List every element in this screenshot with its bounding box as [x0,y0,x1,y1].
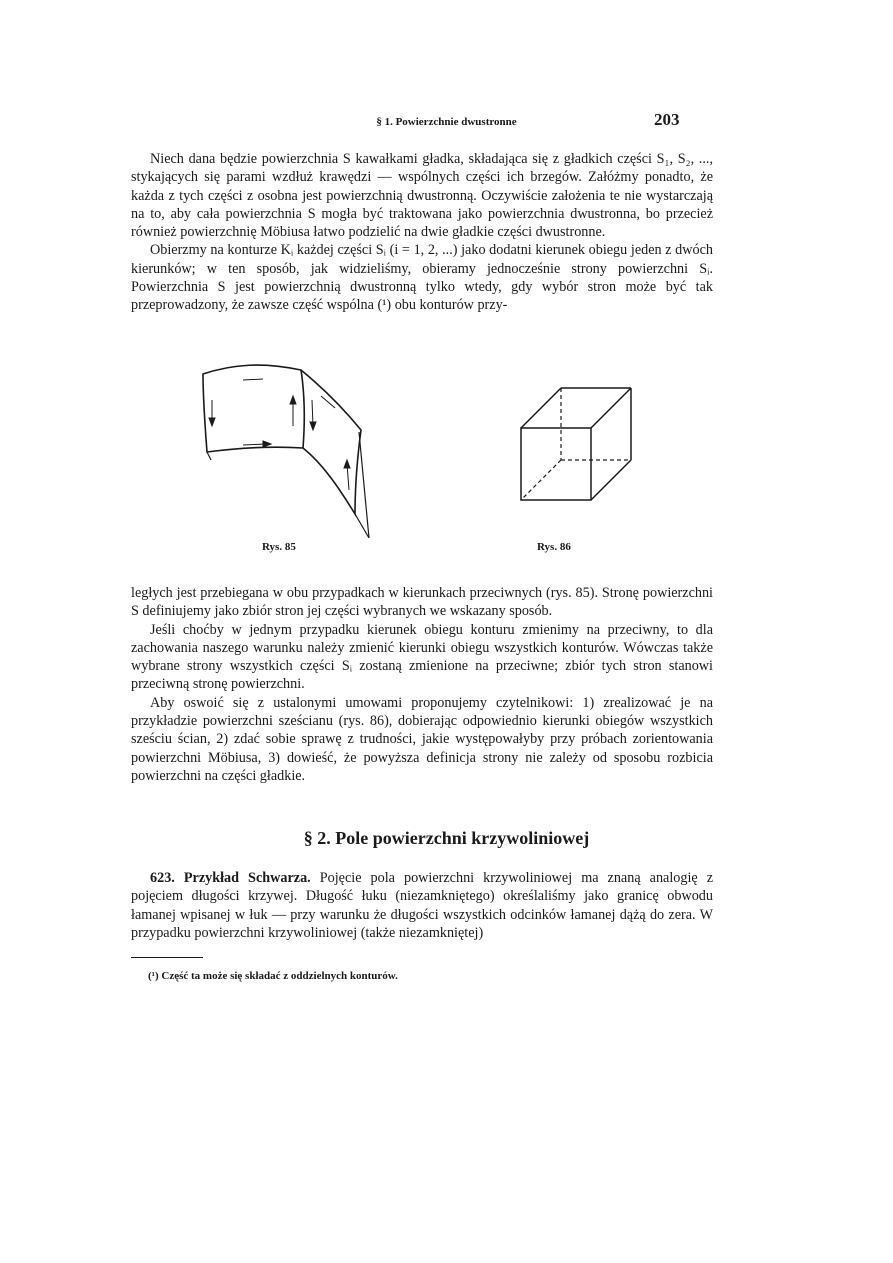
paragraph-heading: Przykład Schwarza. [183,870,311,886]
figure-86-cube [513,384,639,504]
text-block-top [131,150,713,315]
section-title: § 2. Pole powierzchni krzywoliniowej [303,828,590,848]
footnote-rule [131,957,203,958]
footnote: (¹) Część ta może się składać z oddzielnych konturów. [148,970,398,982]
text-block-middle [131,584,713,785]
paragraph: Jeśli choćby w jednym przypadku kierunek obiegu konturu zmienimy na przeciwny, to dla zachowania naszego warunku należy zmienić kierunki obiegu wszystkich konturów. Wówczas także wybrane strony wszystkich części Sᵢ zostaną zmienione na przeciwne; zbiór tych stron stanowi przeciwną stronę powierzchni. [131,621,713,693]
paragraph: Obierzmy na konturze Kᵢ każdej części Sᵢ (i = 1, 2, ...) jako dodatni kierunek obiegu jeden z dwóch kierunków; w ten sposób, jak widzieliśmy, obieramy jednocześnie strony powierzchni Sᵢ. Powierzchnia S jest powierzchnią dwustronną tylko wtedy, gdy wybór stron może być tak przeprowadzony, że zawsze część wspólna (¹) obu konturów przy- [131,242,713,314]
figure-85-caption: Rys. 85 [262,541,296,553]
paragraph-623 [131,869,713,942]
paragraph: Aby oswoić się z ustalonymi umowami proponujemy czytelnikowi: 1) zrealizować je na przykładzie powierzchni sześcianu (rys. 86), dobierając odpowiednio kierunki obiegów wszystkich sześciu ścian, 2) zdać sobie sprawę z trudności, jakie występowałyby przy próbach zorientowania powierzchni Möbiusa, 3) dowieść, że powyższa definicja strony nie zależy od sposobu rozbicia powierzchni na części gładkie. [131,694,713,784]
figure-85-two-surface-patches [193,360,383,540]
figure-86-caption: Rys. 86 [537,541,571,553]
paragraph: ległych jest przebiegana w obu przypadkach w kierunkach przeciwnych (rys. 85). Stronę powierzchni S definiujemy jako zbiór stron jej części wybranych we wskazany sposób. [131,585,713,620]
paragraph-number: 623. [150,870,175,886]
paragraph: Niech dana będzie powierzchnia S kawałkami gładka, składająca się z gładkich części S₁, S₂, ..., stykających się parami wzdłuż krawędzi — wspólnych części ich brzegów. Załóżmy ponadto, że każda z tych części z osobna jest powierzchnią dwustronną. Oczywiście założenia te nie wystarczają na to, aby cała powierzchnia S mogła być traktowana jako powierzchnia dwustronna, bo przecież również powierzchnię Möbiusa łatwo podzielić na dwie gładkie części dwustronne. [131,151,713,241]
running-head: § 1. Powierzchnie dwustronne [376,116,517,128]
text-block-623 [131,869,713,942]
page-number: 203 [654,110,680,129]
paragraph-text: Pojęcie pola powierzchni krzywoliniowej ma znaną analogię z pojęciem długości krzywej. Długość łuku (niezamkniętego) określaliśmy jako granicę obwodu łamanej wpisanej w łuk — przy warunku że długości wszystkich odcinków łamanej dążą do zera. W przypadku powierzchni krzywoliniowej (także niezamkniętej) [131,870,714,941]
